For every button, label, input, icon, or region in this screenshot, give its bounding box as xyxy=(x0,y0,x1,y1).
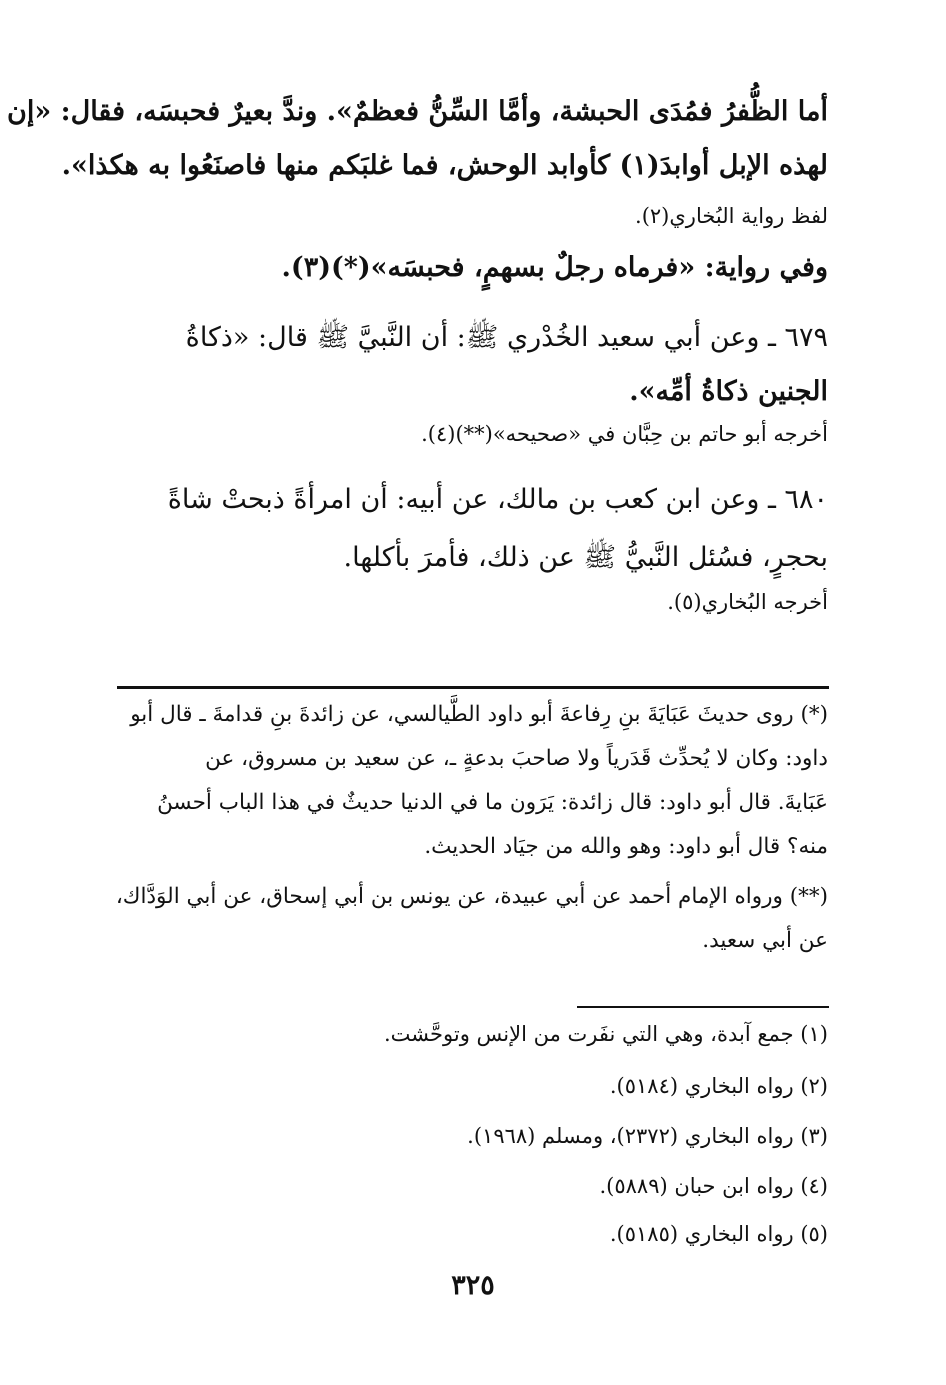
notes-separator xyxy=(117,686,829,689)
footnote-4: (٤) رواه ابن حبان (٥٨٨٩). xyxy=(599,1174,828,1198)
note-1-line-1: (*) روى حديثَ عَبَايَةَ بنِ رِفاعةَ أبو داود الطَّيالسي، عن زائدةَ بنِ قدامةَ ـ قال أبو xyxy=(130,702,828,727)
note-2-line-1: (**) ورواه الإمام أحمد عن أبي عبيدة، عن يونس بن أبي إسحاق، عن أبي الوَدَّاك، xyxy=(115,884,828,909)
main-text-line-1: أما الظُّفرُ فمُدَى الحبشة، وأمَّا السِّنُّ فعظمٌ». وندَّ بعيرٌ فحبسَه، فقال: «إن xyxy=(7,96,828,127)
page-number: ٣٢٥ xyxy=(451,1270,495,1301)
footnote-2: (٢) رواه البخاري (٥١٨٤). xyxy=(609,1074,828,1098)
footnote-3: (٣) رواه البخاري (٢٣٧٢)، ومسلم (١٩٦٨). xyxy=(467,1124,828,1148)
footnotes-separator xyxy=(577,1006,829,1008)
main-text-line-2: لهذه الإبل أوابدَ(١) كأوابد الوحش، فما غلبَكم منها فاصنَعُوا به هكذا». xyxy=(61,150,828,181)
source-note-2: أخرجه أبو حاتم بن حِبَّان في «صحيحه»(**)(٤). xyxy=(421,422,828,446)
note-1-line-4: منه؟ قال أبو داود: وهو والله من جيَاد الحديث. xyxy=(424,834,828,859)
hadith-679-line-1: ٦٧٩ ـ وعن أبي سعيد الخُدْري ﷺ: أن النَّبيَّ ﷺ قال: «ذكاةُ xyxy=(185,322,828,353)
note-1-line-2: داود: وكان لا يُحدِّث قَدَرياً ولا صاحبَ بدعةٍ ـ، عن سعيد بن مسروق، عن xyxy=(205,746,828,771)
hadith-679-line-2: الجنين ذكاةُ أمِّه». xyxy=(629,376,828,407)
source-note-3: أخرجه البُخاري(٥). xyxy=(667,590,828,614)
hadith-680-line-2: بحجرٍ، فسُئل النَّبيُّ ﷺ عن ذلك، فأمرَ بأكلها. xyxy=(343,542,828,573)
main-text-line-3: وفي رواية: «فرماه رجلٌ بسهمٍ، فحبسَه»(*)(٣). xyxy=(281,252,828,283)
note-1-line-3: عَبَايةَ. قال أبو داود: قال زائدة: يَرَون ما في الدنيا حديثٌ في هذا الباب أحسنُ xyxy=(157,790,828,815)
footnote-5: (٥) رواه البخاري (٥١٨٥). xyxy=(609,1222,828,1246)
hadith-680-line-1: ٦٨٠ ـ وعن ابن كعب بن مالك، عن أبيه: أن امرأةً ذبحتْ شاةً xyxy=(167,484,828,515)
source-note-1: لفظ رواية البُخاري(٢). xyxy=(635,204,828,228)
note-2-line-2: عن أبي سعيد. xyxy=(702,928,828,953)
footnote-1: (١) جمع آبدة، وهي التي نفَرت من الإنس وتوحَّشت. xyxy=(384,1022,828,1046)
